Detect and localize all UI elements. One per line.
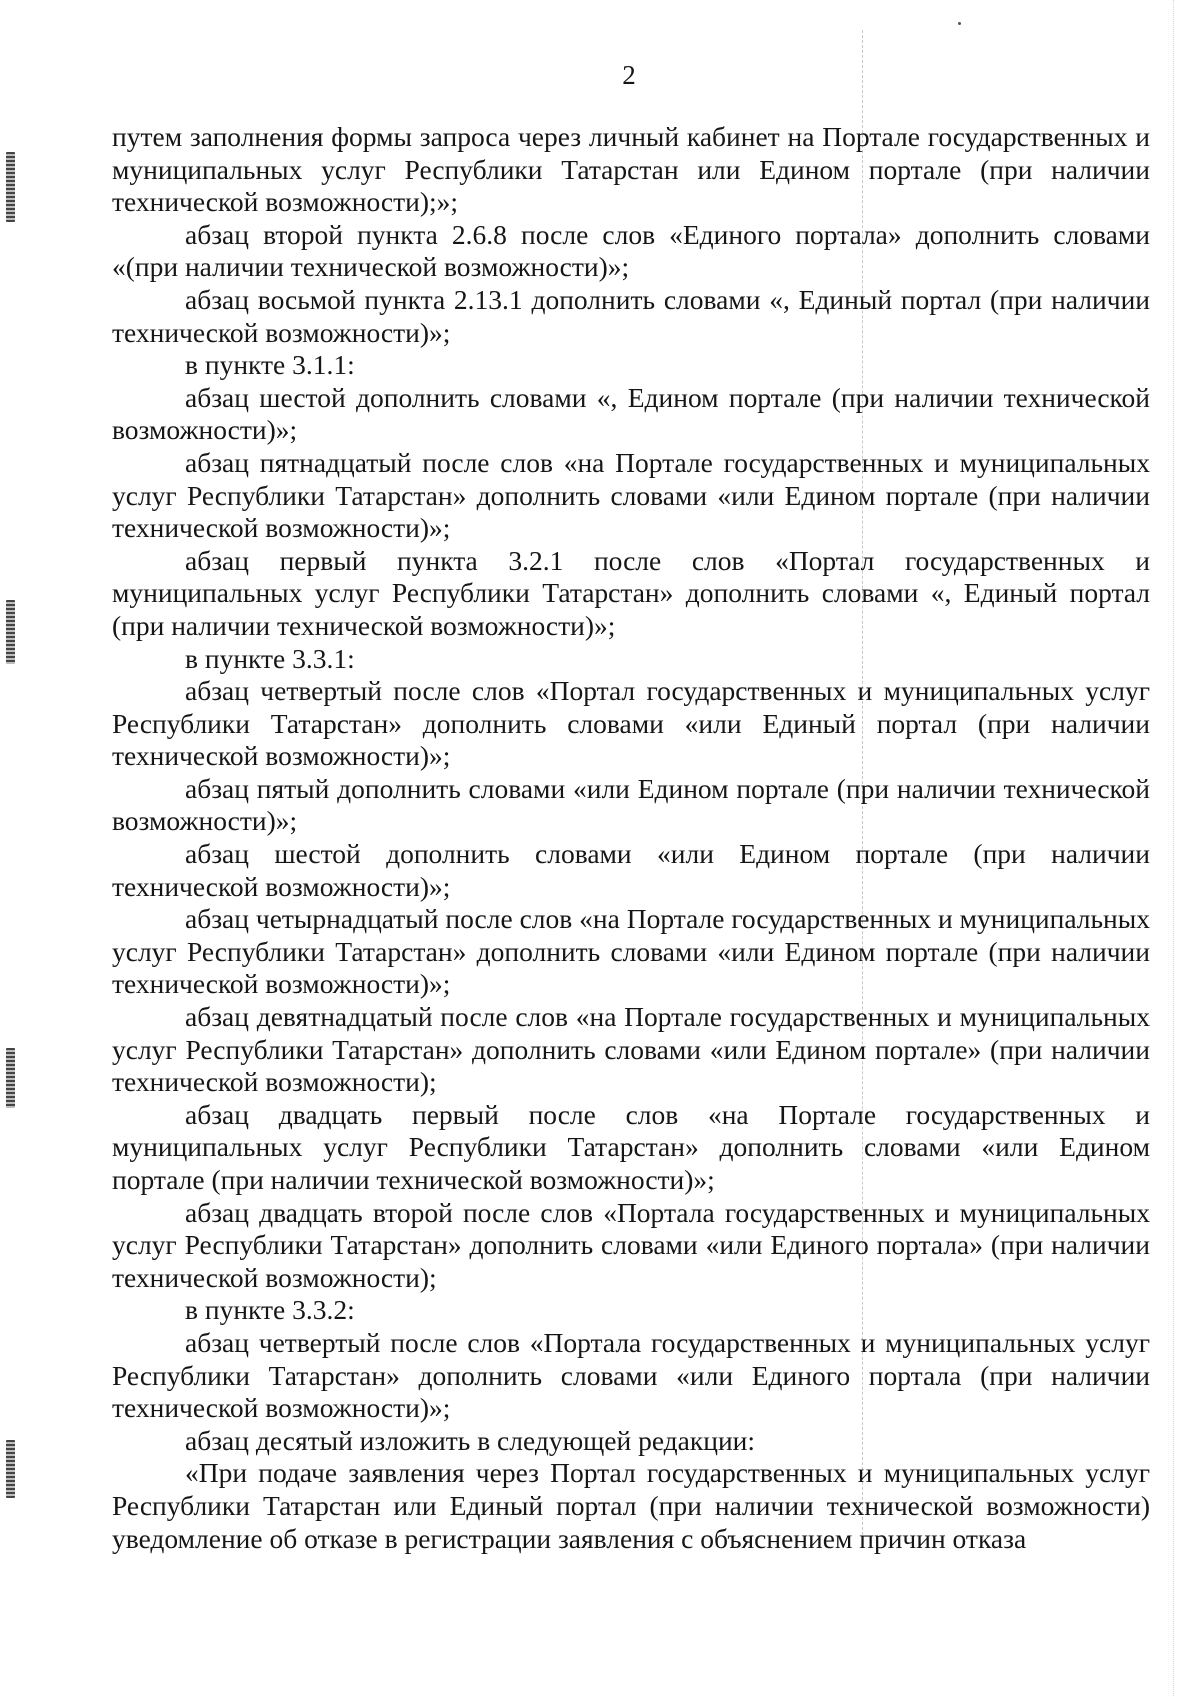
paragraph: абзац восьмой пункта 2.13.1 дополнить словами «, Единый портал (при наличии технической возможности)»;	[112, 283, 1150, 348]
paragraph: абзац первый пункта 3.2.1 после слов «Портал государственных и муниципальных услуг Республики Татарстан» дополнить словами «, Единый портал (при наличии технической возможности)»;	[112, 544, 1150, 641]
paragraph: абзац второй пункта 2.6.8 после слов «Единого портала» дополнить словами «(при наличии технической возможности)»;	[112, 218, 1150, 283]
paragraph: в пункте 3.3.1:	[185, 642, 355, 674]
paragraph: путем заполнения формы запроса через личный кабинет на Портале государственных и муниципальных услуг Республики Татарстан или Едином портале (при наличии технической возможности);»;	[112, 121, 1150, 218]
paragraph: абзац девятнадцатый после слов «на Портале государственных и муниципальных услуг Республики Татарстан» дополнить словами «или Едином портале» (при наличии технической возможности);	[112, 1001, 1150, 1098]
paragraph: абзац шестой дополнить словами «или Едином портале (при наличии технической возможности)»;	[112, 838, 1150, 902]
paragraph: абзац двадцать второй после слов «Портала государственных и муниципальных услуг Республики Татарстан» дополнить словами «или Единого портала» (при наличии технической возможности);	[112, 1196, 1150, 1293]
binding-hole-mark	[6, 600, 15, 664]
paragraph: абзац четырнадцатый после слов «на Портале государственных и муниципальных услуг Республики Татарстан» дополнить словами «или Едином портале (при наличии технической возможности)»;	[112, 903, 1150, 1000]
scan-edge-line	[1173, 0, 1174, 1696]
paragraph: абзац пятый дополнить словами «или Едином портале (при наличии технической возможности)»;	[112, 772, 1150, 837]
paragraph: в пункте 3.3.2:	[185, 1294, 355, 1326]
binding-hole-mark	[6, 1048, 15, 1108]
paragraph: абзац четвертый после слов «Портал государственных и муниципальных услуг Республики Татарстан» дополнить словами «или Единый портал (при наличии технической возможности)»;	[112, 675, 1150, 772]
paragraph: в пункте 3.1.1:	[185, 349, 355, 381]
paragraph: «При подаче заявления через Портал государственных и муниципальных услуг Республики Татарстан или Единый портал (при наличии технической возможности) уведомление об отказе в регистрации заявления с объяснением причин отказа	[112, 1457, 1150, 1554]
paragraph: абзац десятый изложить в следующей редакции:	[185, 1424, 756, 1456]
paragraph: абзац двадцать первый после слов «на Портале государственных и муниципальных услуг Республики Татарстан» дополнить словами «или Едином портале (при наличии технической возможности)»;	[112, 1098, 1150, 1195]
binding-hole-mark	[6, 1440, 15, 1498]
page-number: 2	[622, 60, 636, 90]
scan-speck	[958, 22, 961, 25]
document-body	[112, 121, 1150, 1555]
binding-hole-mark	[6, 152, 15, 222]
paragraph: абзац четвертый после слов «Портала государственных и муниципальных услуг Республики Татарстан» дополнить словами «или Единого портала (при наличии технической возможности)»;	[112, 1326, 1150, 1424]
paragraph: абзац пятнадцатый после слов «на Портале государственных и муниципальных услуг Республики Татарстан» дополнить словами «или Едином портале (при наличии технической возможности)»;	[112, 446, 1150, 544]
paragraph: абзац шестой дополнить словами «, Едином портале (при наличии технической возможности)»;	[112, 381, 1150, 446]
